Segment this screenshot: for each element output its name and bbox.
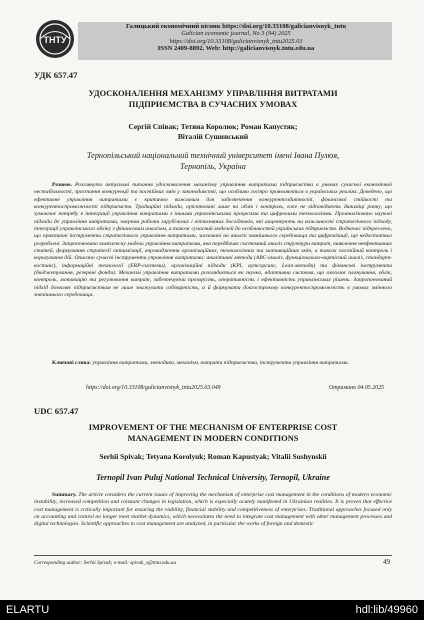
handle-link[interactable]: hdl:lib/49960 [355,604,418,616]
affiliation-ua [34,150,392,172]
journal-issn: ISSN 2409-8892. Web: http://galicianvisnyk.tntu.edu.ua [157,45,315,53]
title-ua-line-1: УДОСКОНАЛЕННЯ МЕХАНІЗМУ УПРАВЛІННЯ ВИТРАТАМИ [88,89,338,98]
authors-ua-line-1: Сергій Співак; Тетяна Королюк; Роман Капустяк; [128,122,298,131]
authors-ua [34,122,392,142]
abstract-ua [34,182,392,300]
udc-ua: УДК 657.47 [34,70,78,80]
journal-title-en: Galician economic journal, No 3 (94) 2025 [181,30,291,38]
authors-ua-line-2: Віталій Сушинський [177,132,249,141]
summary-en [34,492,392,529]
affiliation-en: Ternopil Ivan Puluj National Technical University, Ternopil, Ukraine [96,473,330,482]
keywords-ua-label: Ключові слова: [52,360,92,366]
affiliation-ua-line-1: Тернопільський національний технічний університет імені Івана Пулюя, [86,151,340,160]
title-ua-line-2: ПІДПРИЄМСТВА В СУЧАСНИХ УМОВАХ [128,100,298,109]
summary-en-label: Summary. [52,492,77,498]
svg-text:ТНТУ: ТНТУ [43,35,67,45]
title-en-line-2: MANAGEMENT IN MODERN CONDITIONS [127,434,299,443]
footer-divider [34,555,392,556]
udc-en: UDC 657.47 [34,406,79,416]
affiliation-ua-line-2: Тернопіль, Україна [180,162,246,171]
keywords-ua [34,360,392,367]
received-date: Отримано 04.05.2025 [329,385,384,391]
journal-header [34,18,392,62]
article-doi: https://doi.org/10.33108/galicianvisnyk_tntu2025.03.049 [86,385,221,391]
repository-name: ELARTU [6,604,50,616]
summary-en-text: The article considers the current issues of improving the mechanism of enterprise cost management in the conditions of modern economic instability, increased competition and constant changes in legislation, which is especially acutely manifested in Ukrainian realities. It is proven that effective cost management is critically important for ensuring the viability, financial stability and competitiveness of enterprises. Traditional approaches focused only on accounting and control no longer meet market dynamics, which necessitates the need to integrate cost management with other management processes and digital technologies. Scientific approaches to cost management are analyzed, in particular the works of foreign and domestic [34,492,392,528]
title-en [34,422,392,444]
authors-en: Serhii Spivak; Tetyana Korolyuk; Roman Kapustyak; Vitalii Sushynskii [99,452,327,461]
abstract-ua-text: Розглянуто актуальні питання удосконалення механізму управління витратами підприємства в умовах сучасної економічної нестабільності, зростання конкуренції та постійних змін у законодавстві, що особливо гостро проявляються в українських реаліях. Доведено, що ефективне управління витратами є критично важливим для забезпечення конкурентоздатності, фінансової стійкості та конкурентоспроможності підприємств. Традиційні підходи, орієнтовані лише на облік і контроль, вже не відповідають динаміці ринку, що зумовлює потребу в інтеграції управління витратами з іншими управлінськими процесами та цифровими технологіями. Проаналізовано наукові підходи до управління витратами, зокрема роботи зарубіжних і вітчизняних дослідників, які акцентують на важливості стратегічного підходу, інтеграції управлінського обліку з фінансовим аналізом, а також сучасний моделей до особливостей українських підприємств. Водночас підкреслено, що практичні інструменти стратегічного управління витратами, засновані на аналізі зовнішнього середовища та цифровізації, ще недостатньо розроблені. Запропоновано комплексну модель управління витратами, яка передбачає системний аналіз структури витрат, виявлення неефективних статей, формування стратегії оптимізації, впровадження організаційних, технологічних та мотиваційних змін, а також постійний контроль і коригування дій. Описано сучасні інструменти управління витратами: аналітичні методи (АВС-аналіз, функціонально-вартісний аналіз, стандарт-костинг), інформаційні технології (ERP-системи), організаційні підходи (KPI, аутсорсинг, Lean-методи) та фінансові інструменти (бюджетування, резервні фонди). Механізм управління витратами розглядається як гнучка, адаптивна система, що охоплює планування, облік, контроль, мотивацію та регулювання витрат, забезпечуючи прозорість, оперативність і ефективність управлінських рішень. Запропонований підхід дозволяє підприємствам не лише знижувати собівартість, а й формувати довгострокову конкурентоспроможність в умовах змінного зовнішнього середовища. [34,182,392,299]
viewer-status-bar [0,600,424,620]
abstract-ua-label: Резюме. [52,182,72,188]
corresponding-author: Corresponding author: Serhii Spivak; e-mail: spivak_s@tntu.edu.ua [34,560,177,566]
page-number: 49 [383,558,390,566]
tntu-logo-icon [34,18,76,60]
journal-doi: https://doi.org/10.33108/galicianvisnyk_tntu2025.03 [169,37,303,45]
journal-title-ua: Галицький економічний вісник https://doi.org/10.33108/galicianvisnyk_tntu [126,23,346,30]
title-en-line-1: IMPROVEMENT OF THE MECHANISM OF ENTERPRISE COST [88,423,338,432]
keywords-ua-text: управління витратами, методика, механізм, витрати підприємства, інструменти управління витратами. [92,360,350,366]
title-ua [34,88,392,110]
